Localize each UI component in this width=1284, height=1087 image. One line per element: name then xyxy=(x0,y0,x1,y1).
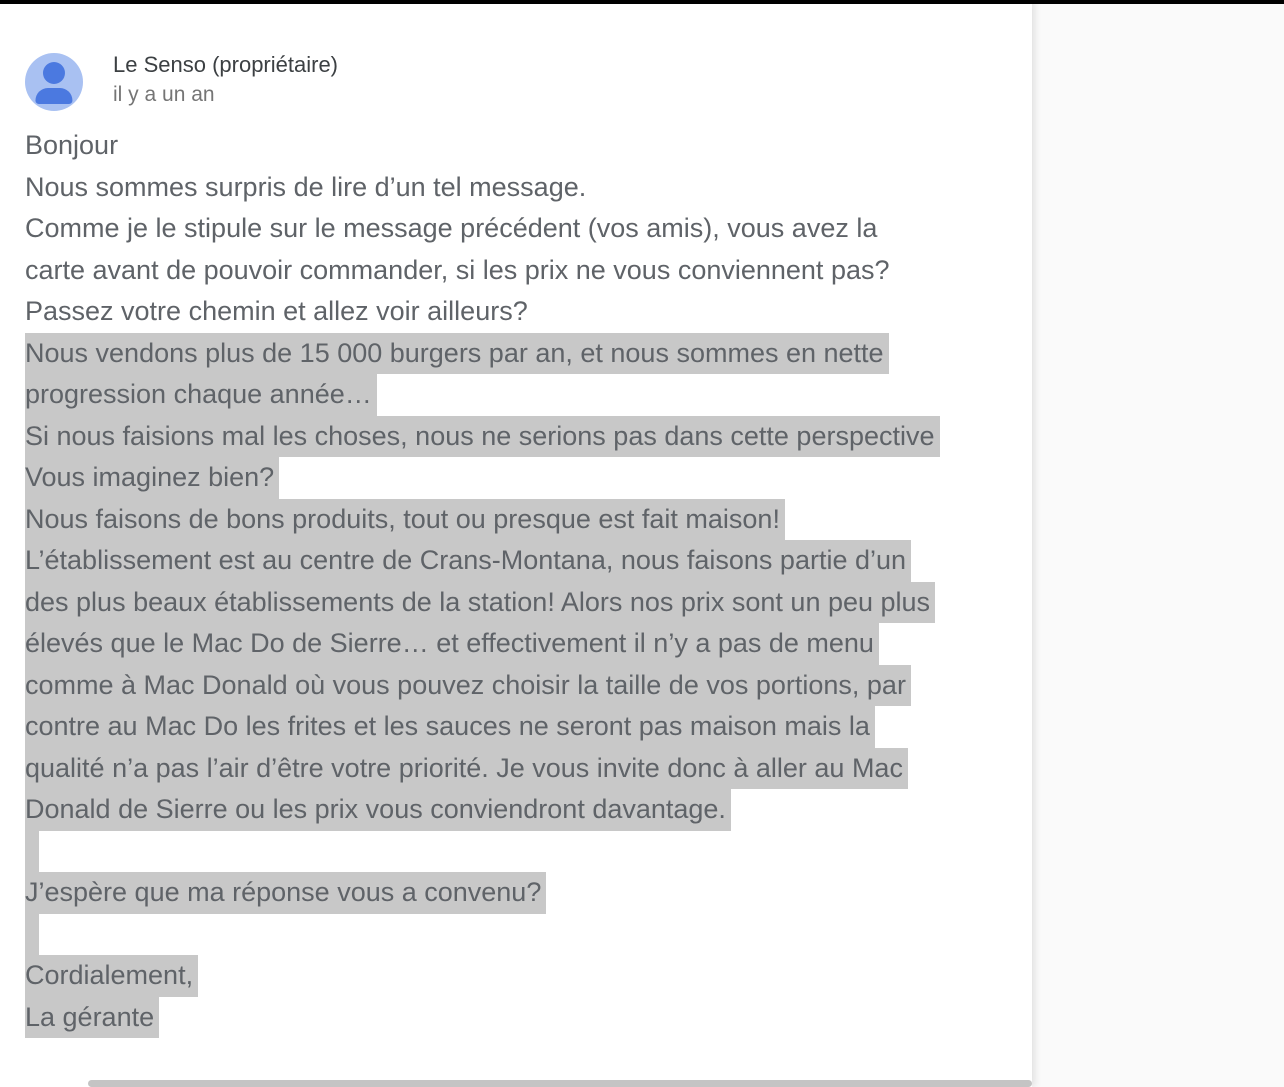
selected-text: Si nous faisions mal les choses, nous ne serions pas dans cette perspective xyxy=(25,416,940,458)
message-line xyxy=(25,333,940,375)
message-line xyxy=(25,997,940,1039)
message-line xyxy=(25,748,940,790)
selected-text: comme à Mac Donald où vous pouvez choisir la taille de vos portions, par xyxy=(25,665,911,707)
message-line xyxy=(25,789,940,831)
selected-text: J’espère que ma réponse vous a convenu? xyxy=(25,872,546,914)
message-line: carte avant de pouvoir commander, si les prix ne vous conviennent pas? xyxy=(25,254,890,285)
message-line xyxy=(25,540,940,582)
selected-text: contre au Mac Do les frites et les sauces ne seront pas maison mais la xyxy=(25,706,875,748)
message-line xyxy=(25,623,940,665)
selected-text: Cordialement, xyxy=(25,955,198,997)
selected-text: Vous imaginez bien? xyxy=(25,457,279,499)
selected-empty-line xyxy=(25,831,39,873)
person-icon xyxy=(43,62,65,84)
message-line xyxy=(25,914,940,956)
message-line xyxy=(25,706,940,748)
message-line xyxy=(25,416,940,458)
selected-text: élevés que le Mac Do de Sierre… et effectivement il n’y a pas de menu xyxy=(25,623,879,665)
author-name[interactable]: Le Senso (propriétaire) xyxy=(113,52,339,77)
selected-text: Nous vendons plus de 15 000 burgers par an, et nous sommes en nette xyxy=(25,333,889,375)
message-line xyxy=(25,665,940,707)
message-line: Passez votre chemin et allez voir ailleurs? xyxy=(25,296,528,326)
message-line xyxy=(25,831,940,873)
message-line xyxy=(25,499,940,541)
top-edge-bar xyxy=(0,0,1284,4)
selected-text: L’établissement est au centre de Crans-Montana, nous faisons partie d’un xyxy=(25,540,911,582)
message-line: Comme je le stipule sur le message précédent (vos amis), vous avez la xyxy=(25,213,878,243)
person-icon-shoulders xyxy=(35,88,72,104)
message-line xyxy=(25,872,940,914)
selected-text: des plus beaux établissements de la station! Alors nos prix sont un peu plus xyxy=(25,582,935,624)
message-line xyxy=(25,374,940,416)
message-line: Bonjour xyxy=(25,130,119,160)
selected-text: qualité n’a pas l’air d’être votre priorité. Je vous invite donc à aller au Mac xyxy=(25,748,908,790)
avatar[interactable] xyxy=(25,53,83,111)
timestamp: il y a un an xyxy=(113,83,215,106)
horizontal-scrollbar-thumb[interactable] xyxy=(88,1080,1032,1087)
reply-header xyxy=(113,50,338,109)
message-line xyxy=(25,582,940,624)
reply-message xyxy=(25,125,940,1038)
selected-text: La gérante xyxy=(25,997,159,1039)
selected-text: Donald de Sierre ou les prix vous conviendront davantage. xyxy=(25,789,731,831)
message-line xyxy=(25,457,940,499)
selected-empty-line xyxy=(25,914,39,956)
message-line xyxy=(25,955,940,997)
right-side-panel xyxy=(1032,0,1284,1087)
selected-text: progression chaque année… xyxy=(25,374,377,416)
selected-text: Nous faisons de bons produits, tout ou presque est fait maison! xyxy=(25,499,785,541)
message-line: Nous sommes surpris de lire d’un tel message. xyxy=(25,171,587,202)
